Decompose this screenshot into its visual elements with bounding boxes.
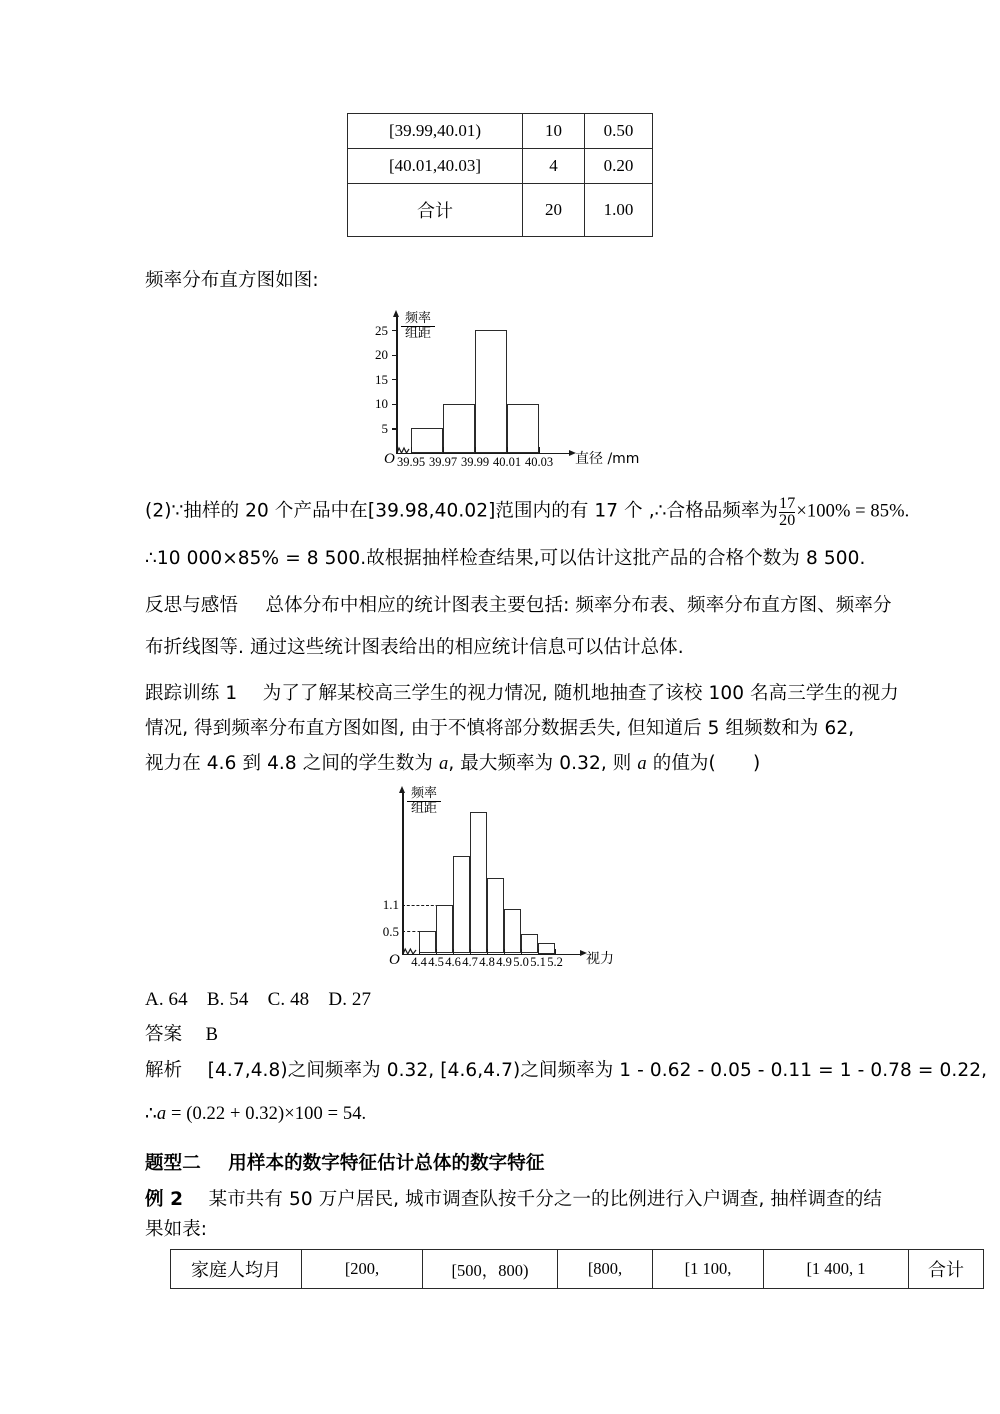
y-tick-label-0.5: 0.5	[382, 924, 399, 939]
axis-break-squiggle	[403, 945, 419, 955]
bar-4.5-4.6	[436, 905, 453, 954]
practice-line-2: 情况, 得到频率分布直方图如图, 由于不慎将部分数据丢失, 但知道后 5 组频数和为 62,	[145, 718, 855, 739]
table-row-total	[348, 184, 653, 237]
practice-line-3-a: 视力在 4.6 到 4.8 之间的学生数为	[145, 753, 439, 774]
header-cell-4: [1 100,	[653, 1250, 764, 1289]
bar-5.0-5.1	[521, 934, 538, 954]
y-axis-label-numerator: 频率	[410, 786, 437, 801]
reflection-line-1: 总体分布中相应的统计图表主要包括: 频率分布表、频率分布直方图、频率分	[265, 595, 892, 616]
y-tick-label-1.1: 1.1	[382, 897, 399, 913]
fraction-numerator: 17	[779, 495, 796, 512]
histogram-caption: 频率分布直方图如图:	[145, 270, 319, 291]
analysis-line-2-expr: = (0.22 + 0.32)×100 = 54.	[166, 1104, 367, 1124]
x-axis-label: 视力	[586, 951, 614, 967]
y-axis-label	[401, 312, 435, 340]
analysis-line-2	[145, 1100, 366, 1129]
reflection-line-2: 布折线图等. 通过这些统计图表给出的相应统计信息可以估计总体.	[145, 637, 684, 658]
practice-block-header	[145, 680, 899, 709]
y-tick-label: 20	[375, 347, 388, 363]
x-tick-label: 4.5	[428, 955, 444, 969]
y-tick-label: 15	[375, 371, 388, 387]
x-tick-label: 39.97	[428, 455, 458, 469]
cell-count: 10	[522, 114, 584, 149]
origin-label: O	[384, 451, 395, 467]
header-cell-6: 合计	[909, 1250, 984, 1289]
x-tick	[539, 447, 540, 453]
x-tick	[507, 447, 508, 453]
reflection-label: 反思与感悟	[145, 595, 239, 616]
x-tick	[475, 447, 476, 453]
x-tick-label: 40.01	[492, 455, 522, 469]
x-tick	[521, 949, 522, 954]
axis-break-squiggle	[397, 444, 411, 454]
cell-range: [39.99,40.01)	[348, 114, 523, 149]
variable-a: a	[438, 754, 449, 774]
x-axis-label: 直径 /mm	[575, 451, 640, 467]
table-row	[348, 149, 653, 184]
bar-39.97-39.99	[443, 404, 475, 453]
x-tick	[487, 949, 488, 954]
y-tick	[392, 379, 397, 380]
answer-value: B	[205, 1025, 219, 1045]
x-tick	[504, 949, 505, 954]
y-axis-label-denominator: 组距	[401, 326, 435, 341]
y-tick	[392, 404, 397, 405]
table-header-row	[171, 1250, 984, 1289]
header-cell-5: [1 400, 1	[764, 1250, 909, 1289]
x-tick-label: 4.9	[496, 955, 512, 969]
bar-4.9-5.0	[504, 909, 521, 953]
answer-options: A. 64 B. 54 C. 48 D. 27	[145, 989, 372, 1010]
income-survey-table	[170, 1249, 984, 1289]
practice-label: 跟踪训练 1	[145, 683, 238, 704]
analysis-label: 解析	[145, 1060, 183, 1081]
bar-39.99-40.01	[475, 330, 507, 453]
reflection-block	[145, 592, 892, 621]
bar-4.7-4.8	[470, 812, 487, 953]
x-tick-label: 5.2	[547, 955, 563, 969]
y-axis-label-denominator: 组距	[407, 801, 441, 816]
y-axis-label-numerator: 频率	[404, 311, 431, 326]
cell-range: [40.01,40.03]	[348, 149, 523, 184]
cell-total-label: 合计	[348, 184, 523, 237]
x-tick-label: 4.7	[462, 955, 478, 969]
example-line-2: 果如表:	[145, 1219, 208, 1240]
y-axis-arrow	[393, 310, 399, 317]
x-tick	[538, 949, 539, 954]
y-tick	[392, 428, 397, 429]
x-tick	[555, 949, 556, 954]
x-tick-label: 5.0	[513, 955, 529, 969]
origin-label: O	[389, 952, 400, 968]
variable-a-2: a	[637, 754, 647, 774]
x-tick	[411, 447, 412, 453]
analysis-line-1: [4.7,4.8)之间频率为 0.32, [4.6,4.7)之间频率为 1 - 0.62 - 0.05 - 0.11 = 1 - 0.78 = 0.22,	[207, 1060, 988, 1081]
header-cell-3: [800,	[558, 1250, 653, 1289]
x-tick-label: 40.03	[524, 455, 554, 469]
bar-5.1-5.2	[538, 943, 555, 954]
practice-line-3	[145, 750, 760, 779]
cell-count: 4	[522, 149, 584, 184]
solution-step-3: ∴10 000×85% = 8 500.故根据抽样检查结果,可以估计这批产品的合格个数为 8 500.	[145, 548, 866, 569]
example-line-1: 某市共有 50 万户居民, 城市调查队按千分之一的比例进行入户调查, 抽样调查的结	[208, 1189, 883, 1210]
y-axis	[396, 317, 398, 454]
practice-line-1: 为了了解某校高三学生的视力情况, 随机地抽查了该校 100 名高三学生的视力	[262, 683, 899, 704]
answer-label: 答案	[145, 1024, 183, 1045]
bar-4.4-4.5	[419, 931, 436, 953]
variable-a-3: a	[156, 1104, 167, 1124]
analysis-block	[145, 1057, 987, 1086]
x-tick	[470, 949, 471, 954]
cell-total-count: 20	[522, 184, 584, 237]
section-heading	[145, 1150, 544, 1179]
y-tick-label: 25	[375, 322, 388, 338]
y-tick-label: 10	[375, 396, 388, 412]
example-block	[145, 1186, 882, 1215]
header-cell-2: [500，800)	[423, 1250, 558, 1289]
cell-total-frequency: 1.00	[584, 184, 652, 237]
cell-frequency: 0.50	[584, 114, 652, 149]
header-cell-0: 家庭人均月	[171, 1250, 302, 1289]
x-tick-label: 4.6	[445, 955, 461, 969]
eyesight-histogram	[382, 785, 635, 975]
bar-4.6-4.7	[453, 856, 470, 953]
x-tick-label: 4.4	[411, 955, 427, 969]
practice-line-3-c: 的值为( )	[646, 753, 761, 774]
bar-39.95-39.97	[411, 428, 443, 453]
example-label: 例 2	[145, 1189, 184, 1210]
bar-4.8-4.9	[487, 878, 504, 953]
y-axis-label	[407, 787, 441, 815]
cell-frequency: 0.20	[584, 149, 652, 184]
y-tick-label: 5	[381, 421, 388, 436]
diameter-histogram	[370, 305, 640, 469]
table-row	[348, 114, 653, 149]
header-cell-1: [200,	[302, 1250, 423, 1289]
fraction-denominator: 20	[779, 512, 796, 530]
x-tick	[443, 447, 444, 453]
x-tick-label: 39.99	[460, 455, 490, 469]
x-tick	[436, 949, 437, 954]
answer-block	[145, 1021, 218, 1050]
x-tick-label: 39.95	[396, 455, 426, 469]
y-tick	[392, 355, 397, 356]
x-tick-label: 5.1	[530, 955, 546, 969]
practice-line-3-b: , 最大频率为 0.32, 则	[448, 753, 638, 774]
section-label: 题型二	[145, 1153, 201, 1174]
x-tick	[453, 949, 454, 954]
solution-step-2-text: (2)∵抽样的 20 个产品中在[39.98,40.02]范围内的有 17 个 ,∴合格品频率为	[145, 500, 779, 522]
section-title: 用样本的数字特征估计总体的数字特征	[228, 1153, 545, 1174]
bar-40.01-40.03	[507, 404, 539, 453]
x-tick	[419, 949, 420, 954]
frequency-distribution-table	[347, 113, 653, 237]
solution-step-2	[145, 496, 909, 530]
y-axis-arrow	[399, 786, 405, 793]
y-tick	[392, 330, 397, 331]
x-tick-label: 4.8	[479, 955, 495, 969]
solution-step-2-tail: ×100% = 85%.	[796, 501, 910, 522]
fraction-17-20	[779, 496, 795, 530]
analysis-line-2-prefix: ∴	[145, 1104, 157, 1124]
